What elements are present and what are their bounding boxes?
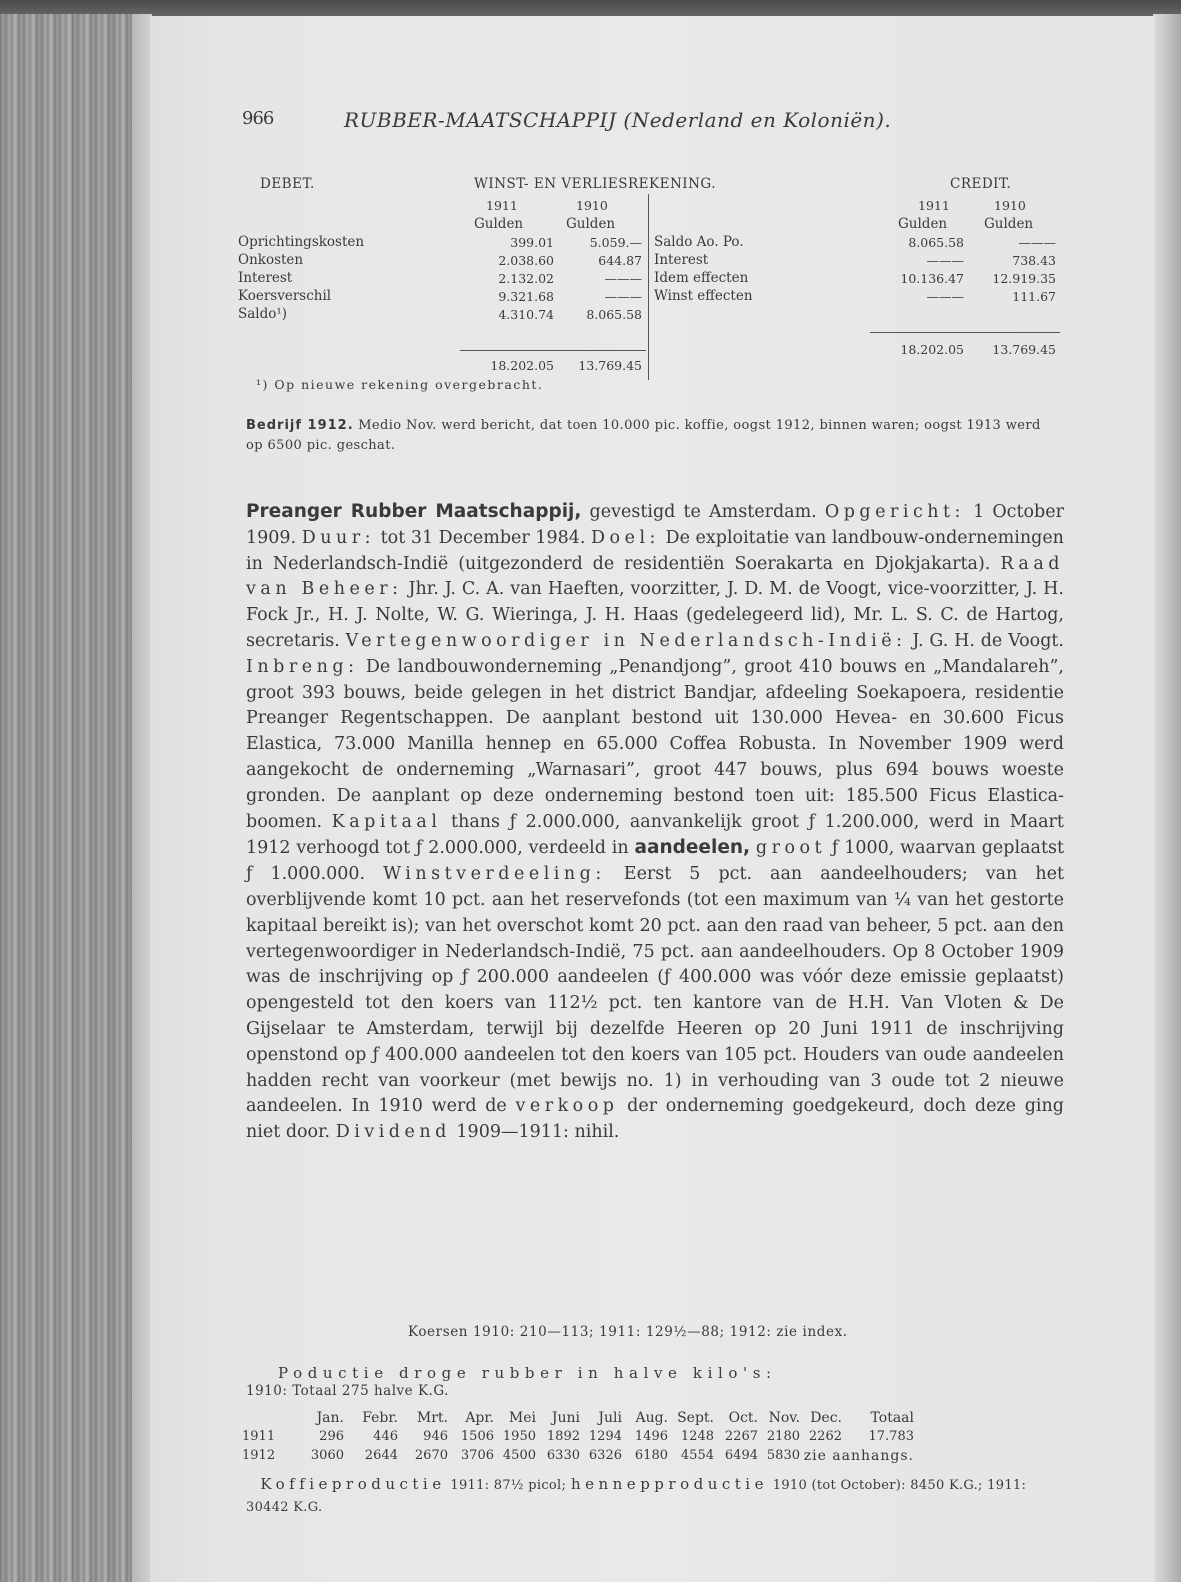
row-year: 1912 [242,1448,276,1463]
field-key: Vertegenwoordiger in Nederlandsch-Indië: [345,630,907,651]
month-header: Dec. [810,1409,842,1426]
cell: 3706 [460,1448,494,1463]
footnote: ¹) Op nieuwe rekening overgebracht. [256,377,544,392]
cell: 1950 [502,1429,536,1444]
running-head [238,108,1058,138]
cell: 1506 [460,1429,494,1444]
book-page [150,16,1155,1582]
cell: 6494 [724,1448,758,1463]
cell: 446 [373,1429,398,1444]
cell: 6180 [634,1448,668,1463]
credit-row-1911: 10.136.47 [900,271,964,286]
debet-label: DEBET. [260,176,315,192]
credit-row-label: Interest [654,252,709,268]
hennep-label: hennepproductie [570,1475,768,1493]
debet-row-label: Oprichtingskosten [238,234,365,250]
month-header: Mei [508,1409,536,1426]
field-value: Jhr. J. C. A. van Haeften, voorzitter, J. D. M. de Voogt, vice-voorzitter, J. H. Fock Jr., H. J. Nolte, W. G. Wieringa, J. H. Haas (gedelegeerd lid), Mr. L. S. C. de Hartog, secretaris. [246,579,1064,651]
credit-unit-1910: Gulden [984,216,1034,232]
cell: 6326 [588,1448,622,1463]
bedrijf-text: Medio Nov. werd bericht, dat toen 10.000 pic. koffie, oogst 1912, binnen waren; oogst 1913 werd op 6500 pic. geschat. [246,418,1041,453]
field-value: 1909—1911: nihil. [456,1122,620,1143]
account-title: WINST- EN VERLIESREKENING. [474,176,717,192]
koersen-line: Koersen 1910: 210—113; 1911: 129½—88; 1912: zie index. [408,1324,848,1340]
month-header: Apr. [465,1409,494,1426]
field-key: Inbreng: [246,656,359,677]
cell-total: zie aanhangs. [803,1447,914,1464]
row-year: 1911 [242,1429,276,1444]
production-header-row [242,1408,914,1427]
credit-year-1911: 1911 [918,198,950,213]
credit-row-label: Winst effecten [654,288,753,304]
month-header: Aug. [635,1409,668,1426]
field-value: ƒ 1000, waarvan geplaatst ƒ 1.000.000. [246,838,1064,885]
field-value: Eerst 5 pct. aan aandeelhouders; van het overblijvende komt 10 pct. aan het reservefonds (tot een maximum van ¼ van het gestorte kapitaal bereikt is); van het overschot komt 20 pct. aan den raad van beheer, 5 pct. aan den vertegenwoordiger in Nederlandsch-Indië, 75 pct. aan aandeelhouders. Op 8 October 1909 was de inschrijving op ƒ 200.000 aandeelen (ƒ 400.000 was vóór deze emissie geplaatst) opengesteld tot den koers van 112½ pct. ten kantore van de H.H. Van Vloten & De Gijselaar te Amsterdam, terwijl bij dezelfde Heeren op 20 Juni 1911 de inschrijving openstond op ƒ 400.000 aandeelen tot den koers van 105 pct. Houders van oude aandeelen hadden recht van voorkeur (met bewijs no. 1) in verhouding van 3 oude tot 2 nieuwe aandeelen. In 1910 werd de [246,864,1064,1117]
production-title: Poductie droge rubber in halve kilo's: [278,1364,777,1382]
cell: 6330 [546,1448,580,1463]
running-title: RUBBER-MAATSCHAPPIJ (Nederland en Koloniën). [344,108,892,132]
debet-unit-1910: Gulden [566,216,616,232]
debet-row-label: Interest [238,270,293,286]
debet-row-label: Koersverschil [238,288,332,304]
cell: 946 [423,1429,448,1444]
account-divider [648,194,649,380]
field-key: Opgericht: [824,502,965,522]
field-value: De landbouwonderneming „Penandjong”, groot 410 bouws en „Mandalareh”, groot 393 bouws, beide gelegen in het district Bandjar, afdeeling Soekapoera, residentie Preanger Regentschappen. De aanplant bestond uit 130.000 Hevea- en 30.600 Ficus Elastica, 73.000 Manilla hennep en 65.000 Coffea Robusta. In November 1909 werd aangekocht de onderneming „Warnasari”, groot 447 bouws, plus 694 bouws woeste gronden. De aanplant op deze onderneming bestond toen uit: 185.500 Ficus Elastica-boomen. [246,656,1064,832]
credit-total-1910: 13.769.45 [992,342,1056,357]
cell: 4500 [502,1448,536,1463]
field-value: De exploitatie van landbouw-ondernemingen in Nederlandsch-Indië (uitgezonderd de residentiën Soerakarta en Djokjakarta). [246,527,1064,574]
cell: 1496 [634,1429,668,1444]
book-spine-pages [0,14,152,1582]
field-value: J. G. H. de Voogt. [912,630,1064,651]
other-production [246,1474,1062,1518]
debet-row-1911: 2.132.02 [498,271,554,286]
field-value: der onderneming goedgekeurd, doch deze ging niet door. [246,1096,1064,1143]
field-key: verkoop [515,1096,619,1117]
month-header: Jan. [316,1409,344,1426]
debet-row-1910: 5.059.— [589,235,642,250]
credit-unit-1911: Gulden [898,216,948,232]
cell: 2670 [414,1448,448,1463]
debet-row-1910: ——— [604,271,642,286]
debet-year-1910: 1910 [576,198,608,213]
field-key: Raad van Beheer: [246,553,1064,600]
credit-row-1910: 111.67 [1012,289,1056,304]
debet-year-1911: 1911 [486,198,518,213]
debet-row-1910: 644.87 [598,253,642,268]
month-header: Nov. [768,1409,800,1426]
production-table [242,1408,914,1465]
cell-total: 17.783 [868,1429,914,1444]
debet-total-1910: 13.769.45 [578,358,642,373]
cell: 1294 [588,1429,622,1444]
cell: 296 [319,1429,344,1444]
cell: 2267 [724,1429,758,1444]
credit-row-label: Saldo Ao. Po. [654,234,744,250]
company-entry [246,499,1064,1146]
cell: 1248 [680,1429,714,1444]
debet-row-label: Saldo¹) [238,306,288,322]
bedrijf-paragraph [246,416,1058,456]
credit-label: CREDIT. [950,176,1012,192]
debet-row-1911: 4.310.74 [498,307,554,322]
field-key: groot [755,838,827,859]
month-header: Juli [598,1409,622,1426]
month-header: Oct. [728,1409,758,1426]
debet-row-label: Onkosten [238,252,304,268]
field-value: tot 31 December 1984. [380,527,586,548]
credit-year-1910: 1910 [994,198,1026,213]
cell: 3060 [310,1448,344,1463]
koffie-label: Koffieproductie [260,1475,446,1493]
field-key: Duur: [301,527,376,548]
field-key: Kapitaal [331,811,442,832]
production-total-1910: 1910: Totaal 275 halve K.G. [246,1383,449,1399]
hennep-value: 1910 (tot October): 8450 K.G.; 1911: 30442 K.G. [246,1478,1027,1515]
company-name: Preanger Rubber Maatschappij, [246,501,582,522]
debet-row-1911: 2.038.60 [498,253,554,268]
debet-row-1910: 8.065.58 [586,307,642,322]
company-seat: gevestigd te Amsterdam. [589,502,817,522]
cell: 5830 [766,1448,800,1463]
month-header: Mrt. [416,1409,448,1426]
debet-total-rule [460,350,646,351]
debet-total-1911: 18.202.05 [490,358,554,373]
field-key: Doel: [591,527,660,548]
cell: 4554 [680,1448,714,1463]
credit-total-1911: 18.202.05 [900,342,964,357]
debet-row-1911: 9.321.68 [498,289,554,304]
month-header: Sept. [677,1409,714,1426]
field-value: 1 October 1909. [246,502,1064,548]
cell: 1892 [546,1429,580,1444]
credit-row-1910: ——— [1018,235,1056,250]
credit-row-1911: ——— [926,253,964,268]
scan-right-edge [1153,14,1181,1582]
credit-row-1911: ——— [926,289,964,304]
credit-row-1910: 738.43 [1012,253,1056,268]
field-key: Dividend [335,1122,451,1143]
koffie-value: 1911: 87½ picol; [450,1478,567,1493]
bedrijf-label: Bedrijf 1912. [246,418,354,433]
field-value: thans ƒ 2.000.000, aanvankelijk groot ƒ 1.200.000, werd in Maart 1912 verhoogd tot ƒ 2.000.000, verdeeld in [246,811,1064,859]
month-header: Juni [551,1409,580,1426]
page-number: 966 [242,108,274,129]
credit-row-label: Idem effecten [654,270,749,286]
credit-total-rule [870,332,1060,333]
field-key-bold: aandeelen, [634,837,751,859]
month-header: Totaal [870,1409,914,1426]
production-row-1911 [242,1427,914,1446]
cell: 2262 [808,1429,842,1444]
field-key: Winstverdeeling: [383,864,606,885]
credit-row-1910: 12.919.35 [992,271,1056,286]
cell: 2180 [766,1429,800,1444]
cell: 2644 [364,1448,398,1463]
debet-row-1911: 399.01 [510,235,554,250]
debet-unit-1911: Gulden [474,216,524,232]
production-row-1912 [242,1446,914,1465]
month-header: Febr. [362,1409,398,1426]
debet-row-1910: ——— [604,289,642,304]
credit-row-1911: 8.065.58 [908,235,964,250]
